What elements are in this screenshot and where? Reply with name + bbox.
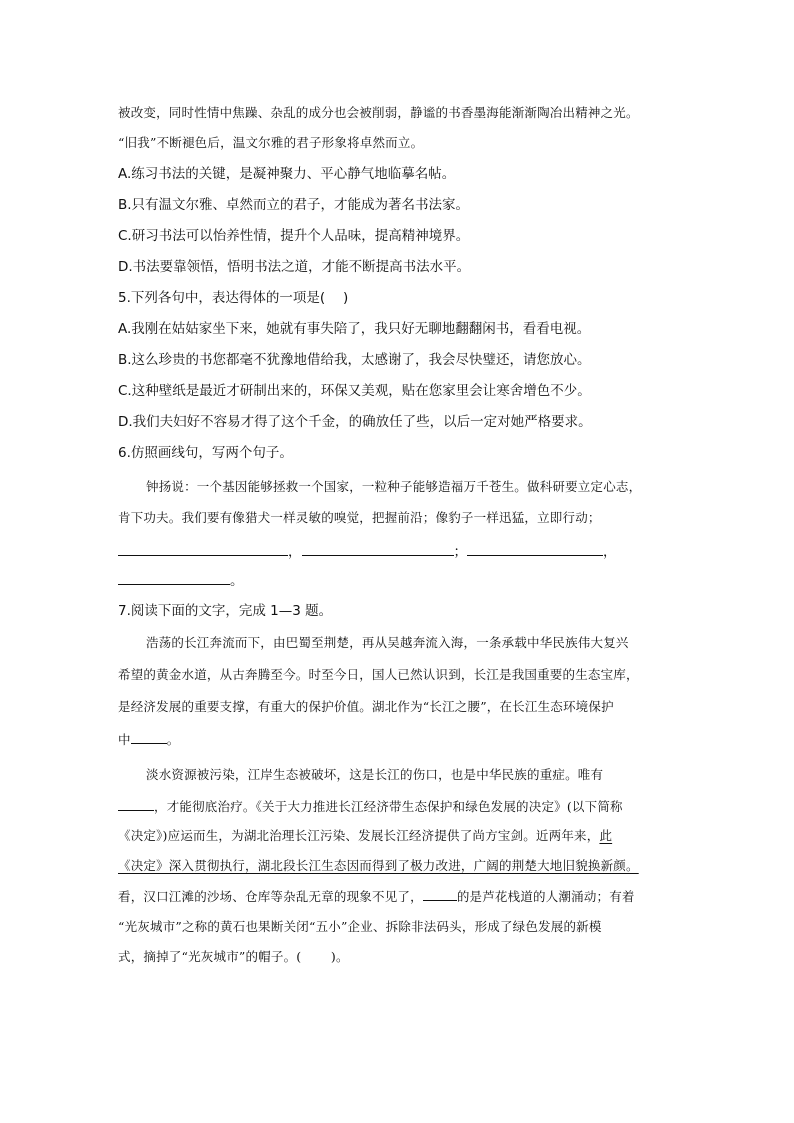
q4-option-d: D.书法要靠领悟，悟明书法之道，才能不断提高书法水平。 (118, 259, 471, 275)
q7-passage-line: “光灰城市”之称的黄石也果断关闭“五小”企业、拆除非法码头，形成了绿色发展的新模 (118, 919, 602, 934)
q5-option-c: C.这种壁纸是最近才研制出来的，环保又美观，贴在您家里会让寒舍增色不少。 (118, 383, 591, 399)
q5-option-a: A.我刚在姑姑家坐下来，她就有事失陪了，我只好无聊地翻翻闲书，看看电视。 (118, 321, 591, 337)
q6-passage-line: 钟扬说：一个基因能够拯救一个国家，一粒种子能够造福万千苍生。做科研要立定心志， (146, 479, 642, 494)
answer-blank[interactable] (467, 541, 603, 556)
q7-passage-line: ，才能彻底治疗。《关于大力推进长江经济带生态保护和绿色发展的决定》(以下简称 (118, 796, 623, 817)
q7-passage-line: 中 。 (118, 729, 179, 750)
q7-passage-line: 《决定》)应运而生，为湖北治理长江污染、发展长江经济提供了尚方宝剑。近两年来，此 (118, 828, 613, 843)
q5-option-b: B.这么珍贵的书您都毫不犹豫地借给我，太感谢了，我会尽快璧还，请您放心。 (118, 352, 591, 368)
answer-blank[interactable] (302, 541, 454, 556)
q7-passage-line: 希望的黄金水道，从古奔腾至今。时至今日，国人已然认识到，长江是我国重要的生态宝库， (118, 667, 639, 682)
answer-blank[interactable] (118, 570, 230, 585)
q5-stem: 5.下列各句中，表达得体的一项是( ) (118, 290, 349, 306)
q7-passage-line: 看，汉口江滩的沙场、仓库等杂乱无章的现象不见了， 的是芦花栈道的人潮涌动；有着 (118, 886, 635, 907)
passage-line: “旧我”不断褪色后，温文尔雅的君子形象将卓然而立。 (118, 135, 424, 150)
passage-line: 被改变，同时性情中焦躁、杂乱的成分也会被削弱，静谧的书香墨海能渐渐陶冶出精神之光。 (118, 105, 639, 120)
answer-blank[interactable] (118, 796, 154, 811)
q7-passage-line: 是经济发展的重要支撑，有重大的保护价值。湖北作为“长江之腰”，在长江生态环境保护 (118, 699, 614, 714)
q7-passage-line (118, 856, 639, 876)
q4-option-b: B.只有温文尔雅、卓然而立的君子，才能成为著名书法家。 (118, 197, 470, 213)
answer-blank[interactable] (118, 541, 288, 556)
q5-option-d: D.我们夫妇好不容易才得了这个千金，的确放任了些，以后一定对她严格要求。 (118, 414, 592, 430)
q4-option-a: A.练习书法的关键，是凝神聚力、平心静气地临摹名帖。 (118, 166, 456, 182)
answer-blank[interactable] (131, 729, 167, 744)
q7-passage-line: 浩荡的长江奔流而下，由巴蜀至荆楚，再从吴越奔流入海，一条承载中华民族伟大复兴 (146, 635, 629, 650)
q6-stem: 6.仿照画线句，写两个句子。 (118, 445, 293, 461)
answer-blank[interactable] (423, 886, 457, 901)
q4-option-c: C.研习书法可以怡养性情，提升个人品味，提高精神境界。 (118, 228, 470, 244)
underlined-sentence: 《决定》深入贯彻执行，湖北段长江生态因而得到了极力改进，广阔的荆楚大地旧貌换新颜。 (118, 858, 639, 873)
q6-passage-line: 肯下功夫。我们要有像猎犬一样灵敏的嗅觉，把握前沿；像豹子一样迅猛，立即行动； (118, 510, 601, 525)
q7-passage-line: 淡水资源被污染，江岸生态被破坏，这是长江的伤口，也是中华民族的重症。唯有 (146, 767, 604, 782)
q7-stem: 7.阅读下面的文字，完成 1—3 题。 (118, 603, 333, 619)
underlined-sentence: 此 (599, 828, 613, 843)
q7-passage-line: 式，摘掉了“光灰城市”的帽子。( )。 (118, 949, 349, 964)
q6-answer-line: 。 (118, 570, 244, 591)
q6-answer-line: ， ； ， (118, 541, 617, 562)
